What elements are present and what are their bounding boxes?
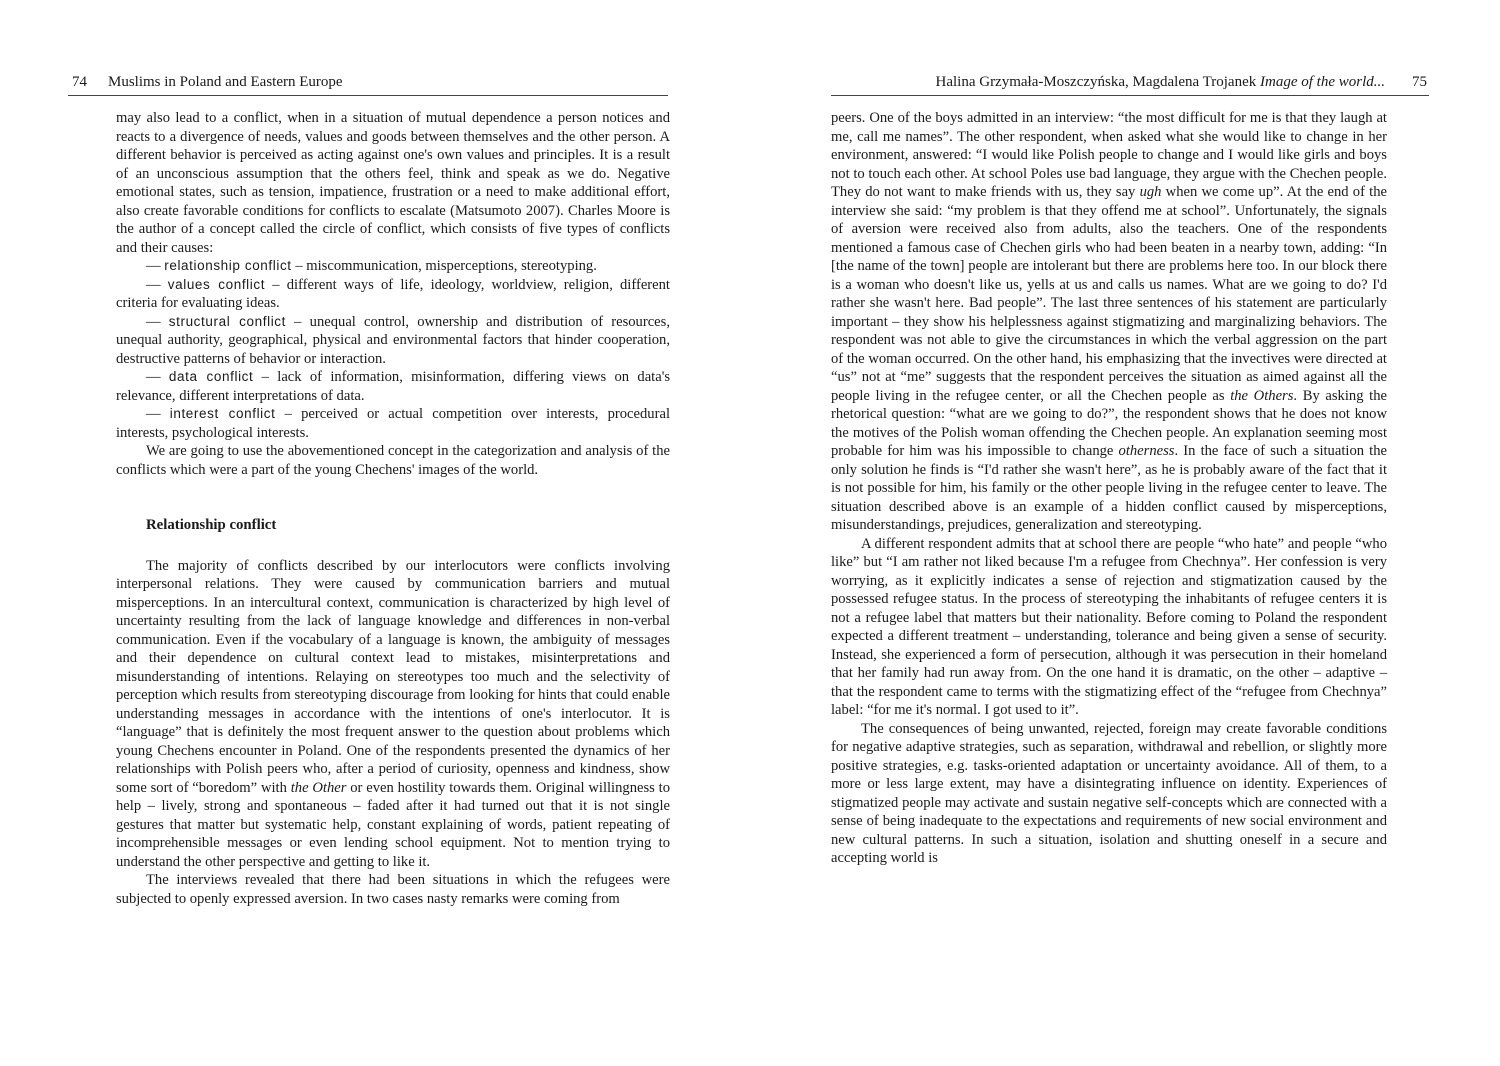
list-dash: — — [146, 276, 168, 293]
list-text: – unequal control, ownership and distribution of resources, unequal authority, geographical, physical and environmental factors that hinder cooperation, destructive patterns of behavior or interaction. — [116, 313, 670, 367]
left-body-text — [116, 109, 670, 908]
list-text: – miscommunication, misperceptions, stereotyping. — [291, 258, 597, 274]
text-run: peers. One of the boys admitted in an interview: “the most difficult for me is that they laugh at me, call me names”. The other respondent, when asked what she would like to change in her environment, answered: “I would like Polish people to change and I would like girls and boys not to touch each other. At school Poles use bad language, they argue with the Chechen people. They do not want to make friends with us, they say — [831, 110, 1387, 200]
text-run: . By asking the rhetorical question: “what are we going to do?”, the respondent shows that he does not know the motives of the Polish woman offending the Chechen people. An explanation seeming most probable for him was his impossible to change — [831, 387, 1387, 459]
list-dash: — — [146, 313, 169, 330]
right-paragraph-1 — [831, 109, 1387, 535]
list-term: structural conflict — [168, 313, 286, 329]
right-running-head — [831, 72, 1429, 96]
list-text: – different ways of life, ideology, worldview, religion, different criteria for evaluating ideas. — [116, 276, 670, 311]
left-paragraph-2: We are going to use the abovementioned concept in the categorization and analysis of the conflicts which were a part of the young Chechens' images of the world. — [116, 443, 670, 478]
list-item-structural — [116, 313, 670, 369]
right-paragraph-3: The consequences of being unwanted, rejected, foreign may create favorable conditions for negative adaptive strategies, such as separation, withdrawal and rebellion, or slightly more positive strategies, e.g. tasks-oriented adaptation or uncertainty avoidance. All of them, to a more or less large extent, may have a disintegrating influence on identity. Experiences of stigmatized people may activate and sustain negative self-concepts which are connected with a sense of being inadequate to the expectations and requirements of new social environment and new cultural patterns. In such a situation, isolation and shutting oneself in a secure and accepting world is — [831, 720, 1387, 866]
text-run: The majority of conflicts described by our interlocutors were conflicts involving interpersonal relations. They were caused by communication barriers and mutual misperceptions. In an intercultural context, communication is characterized by high level of uncertainty resulting from the lack of language knowledge and differences in non-verbal communication. Even if the vocabulary of a language is known, the ambiguity of messages and their dependence on cultural context lead to mistakes, misinterpretations and misunderstanding of intentions. Relaying on stereotypes too much and the selectivity of perception which results from stereotyping discourage from looking for hints that could enable understanding messages in accordance with the intentions of one's interlocutor. It is “language” that is definitely the most frequent answer to the question about problems which young Chechens encounter in Poland. One of the respondents presented the dynamics of her relationships with Polish peers who, after a period of curiosity, openness and kindness, show some sort of “boredom” with — [116, 557, 670, 796]
right-body-text — [831, 109, 1387, 868]
right-running-head-text — [936, 74, 1386, 90]
running-head-title: Image of the world... — [1260, 74, 1385, 90]
emphasis-text: otherness — [1118, 443, 1175, 459]
list-term: values conflict — [167, 276, 266, 292]
list-term: data conflict — [168, 369, 254, 384]
list-text: – perceived or actual competition over interests, procedural interests, psychological interests. — [116, 406, 671, 441]
left-running-head-title: Muslims in Poland and Eastern Europe — [108, 74, 343, 90]
emphasis-text: ugh — [1139, 184, 1162, 200]
list-dash: — — [146, 369, 169, 385]
left-running-head — [68, 72, 668, 96]
running-head-authors: Halina Grzymała-Moszczyńska, Magdalena Trojanek — [935, 74, 1260, 90]
right-page — [750, 0, 1500, 1066]
spacer — [116, 479, 670, 516]
list-dash: — — [146, 406, 170, 422]
left-paragraph-1: may also lead to a conflict, when in a situation of mutual dependence a person notices and reacts to a divergence of needs, values and goods between themselves and the other person. A different behavior is perceived as acting against one's own values and principles. It is a result of an unconscious assumption that the others feel, think and speak as we do. Negative emotional states, such as tension, impatience, frustration or a need to make additional effort, also create favorable conditions for conflicts to escalate (Matsumoto 2007). Charles Moore is the author of a concept called the circle of conflict, which consists of five types of conflicts and their causes: — [116, 110, 670, 256]
list-item-values — [116, 276, 670, 313]
right-paragraph-2: A different respondent admits that at school there are people “who hate” and people “who like” but “I am rather not liked because I'm a refugee from Chechnya”. Her confession is very worrying, as it explicitly indicates a sense of rejection and stigmatization caused by the possessed refugee status. In the process of stereotyping the inhabitants of refugee centers it is not a refugee label that matters but their nationality. Before coming to Poland the respondent expected a different treatment – understanding, tolerance and being given a sense of security. Instead, she experienced a form of persecution, although it was persecution in their homeland that her family had run away from. On the one hand it is dramatic, on the other – adaptive – that the respondent came to terms with the stigmatizing effect of the “refugee from Chechnya” label: “for me it's normal. I got used to it”. — [831, 535, 1387, 718]
left-paragraph-4: The interviews revealed that there had been situations in which the refugees were subjected to openly expressed aversion. In two cases nasty remarks were coming from — [116, 872, 670, 907]
right-page-number: 75 — [1412, 74, 1427, 90]
list-term: interest conflict — [169, 406, 276, 421]
emphasis-text: the Other — [290, 779, 347, 796]
spacer — [116, 535, 670, 557]
list-item-data — [116, 368, 670, 405]
list-text: – lack of information, misinformation, differing views on data's relevance, different interpretations of data. — [116, 369, 671, 404]
emphasis-text: the Others — [1230, 387, 1294, 404]
text-run: when we come up”. At the end of the interview she said: “my problem is that they offend me at school”. Unfortunately, the signals of aversion were received also from adults, also the teachers. One of the respondents mentioned a famous case of Chechen girls who had been beaten in a nearby town, adding: “In [the name of the town] people are intolerant but there are problems here too. In our block there is a woman who doesn't like us, yells at us and calls us names. What are we going to do? I'd rather she wasn't here. Bad people”. The last three sentences of his statement are particularly important – they show his helplessness against stigmatizing and marginalizing behaviors. The respondent was not able to give the circumstances in which the verbal aggression on the part of the woman occurred. On the other hand, his emphasizing that the invectives were directed at “us” not at “me” suggests that the respondent perceives the situation as aimed against all the people living in the refugee center, or all the Chechen people as — [831, 184, 1387, 404]
text-run: . In the face of such a situation the only solution he finds is “I'd rather she wasn't here”, as he is probably aware of the fact that it is not possible for him, his family or the other people living in the refugee center to leave. The situation described above is an example of a hidden conflict caused by misperceptions, misunderstandings, prejudices, generalization and stereotyping. — [831, 443, 1387, 533]
left-paragraph-3 — [116, 557, 670, 872]
list-dash: — — [146, 258, 165, 274]
list-item-interest — [116, 405, 670, 442]
list-term: relationship conflict — [164, 258, 292, 273]
list-item-relationship — [116, 257, 670, 276]
section-heading: Relationship conflict — [146, 517, 277, 533]
text-run: or even hostility towards them. Original willingness to help – lively, strong and spontaneous – faded after it had turned out that it is not single gestures that matter but systematic help, constant explaining of words, patient repeating of incomprehensible messages or even lending school equipment. Not to mention trying to understand the other perspective and getting to like it. — [116, 779, 670, 870]
left-page-number: 74 — [72, 74, 87, 90]
